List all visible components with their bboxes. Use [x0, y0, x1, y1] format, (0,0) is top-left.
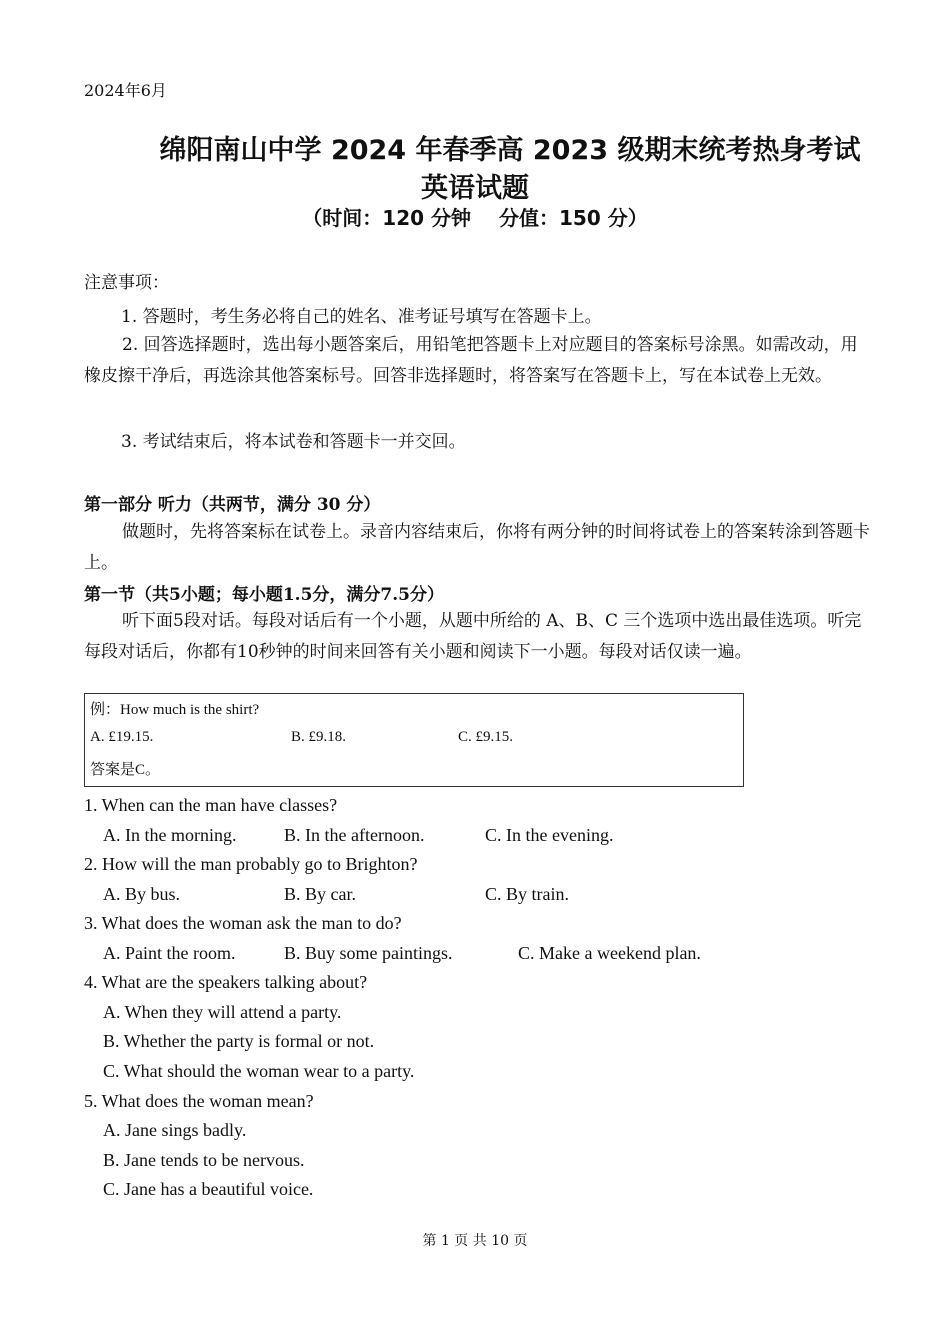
question-5-option-c: C. Jane has a beautiful voice. — [103, 1179, 314, 1199]
exam-date: 2024年6月 — [84, 81, 167, 100]
page-footer: 第 1 页 共 10 页 — [422, 1233, 528, 1249]
question-4-option-b: B. Whether the party is formal or not. — [103, 1031, 375, 1051]
exam-subject: 英语试题 — [421, 173, 529, 204]
question-4-option-c: C. What should the woman wear to a party. — [103, 1061, 415, 1081]
question-3-option-a: A. Paint the room. — [103, 943, 236, 963]
notes-heading: 注意事项： — [84, 273, 169, 293]
example-box — [84, 693, 744, 787]
example-option-a: A. £19.15. — [90, 729, 154, 745]
question-2-option-b: B. By car. — [284, 884, 356, 904]
exam-title: 绵阳南山中学 2024 年春季高 2023 级期末统考热身考试 — [159, 135, 861, 166]
part1-instructions: 做题时，先将答案标在试卷上。录音内容结束后，你将有两分钟的时间将试卷上的答案转涂到答题卡上。 — [84, 522, 870, 573]
question-3-option-c: C. Make a weekend plan. — [518, 943, 701, 963]
question-5: 5. What does the woman mean? — [84, 1091, 314, 1111]
question-2-option-c: C. By train. — [485, 884, 569, 904]
note-item-2: 2. 回答选择题时，选出每小题答案后，用铅笔把答题卡上对应题目的答案标号涂黑。如需改动，用橡皮擦干净后，再选涂其他答案标号。回答非选择题时，将答案写在答题卡上，写在本试卷上无效。 — [84, 335, 858, 386]
note-item-1: 1. 答题时，考生务必将自己的姓名、准考证号填写在答题卡上。 — [121, 307, 602, 327]
question-3-option-b: B. Buy some paintings. — [284, 943, 453, 963]
question-3: 3. What does the woman ask the man to do? — [84, 913, 402, 933]
question-1: 1. When can the man have classes? — [84, 795, 338, 815]
example-question: 例：How much is the shirt? — [90, 702, 260, 718]
note-item-3: 3. 考试结束后，将本试卷和答题卡一并交回。 — [121, 432, 466, 452]
example-option-b: B. £9.18. — [291, 729, 347, 745]
question-5-option-a: A. Jane sings badly. — [103, 1120, 247, 1140]
exam-time-score — [0, 202, 950, 231]
exam-score: 分值：150 分） — [499, 206, 648, 230]
example-option-c: C. £9.15. — [458, 729, 514, 745]
section1-instructions: 听下面5段对话。每段对话后有一个小题，从题中所给的 A、B、C 三个选项中选出最佳选项。听完每段对话后，你都有10秒钟的时间来回答有关小题和阅读下一小题。每段对话仅读一遍。 — [84, 611, 862, 662]
exam-time: （时间：120 分钟 — [302, 206, 471, 230]
section1-heading: 第一节（共5小题；每小题1.5分，满分7.5分） — [84, 585, 444, 605]
question-1-option-c: C. In the evening. — [485, 825, 614, 845]
question-5-option-b: B. Jane tends to be nervous. — [103, 1150, 305, 1170]
question-1-option-a: A. In the morning. — [103, 825, 237, 845]
question-1-option-b: B. In the afternoon. — [284, 825, 425, 845]
example-answer: 答案是C。 — [90, 762, 161, 778]
question-4: 4. What are the speakers talking about? — [84, 972, 368, 992]
question-2: 2. How will the man probably go to Brighton? — [84, 854, 418, 874]
question-4-option-a: A. When they will attend a party. — [103, 1002, 342, 1022]
question-2-option-a: A. By bus. — [103, 884, 181, 904]
part1-heading: 第一部分 听力（共两节，满分 30 分） — [84, 495, 381, 515]
